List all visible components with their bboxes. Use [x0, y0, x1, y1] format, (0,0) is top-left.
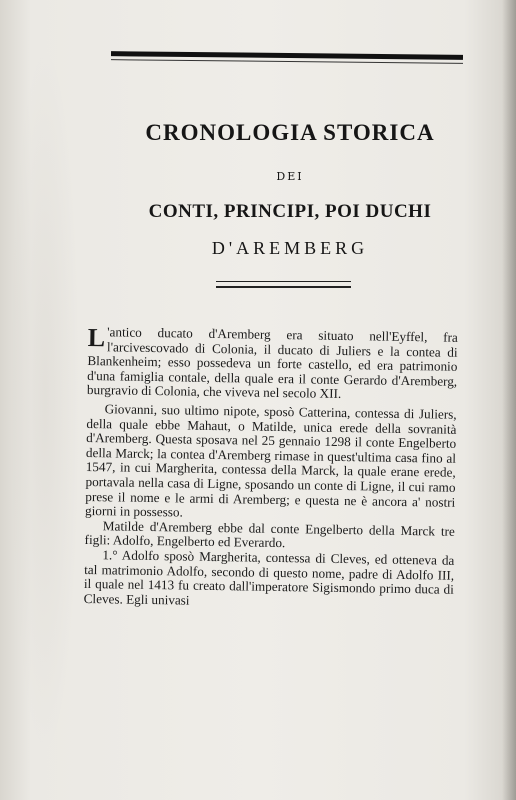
paragraph-1: [87, 325, 458, 404]
header-rule-thick: [111, 51, 463, 60]
paragraph-3: Matilde d'Aremberg ebbe dal conte Engelberto della Marck tre figli: Adolfo, Engelberto ed Everardo.: [84, 517, 455, 551]
paper-stain: [10, 40, 80, 760]
drop-cap: L: [87, 323, 106, 353]
title-line-2: DEI: [276, 170, 304, 183]
body-text: [84, 325, 458, 612]
gutter-shadow: [502, 0, 516, 800]
paragraph-1-text: 'antico ducato d'Aremberg era situato nell'Eyffel, fra l'arcivescovado di Colonia, il ducato di Juliers e la contea di Blankenheim; esso possedeva un forte castello, ed era patrimonio d'una famiglia contale, della quale era il conte Gerardo d'Aremberg, burgravio di Colonia, che viveva nel secolo XII.: [86, 324, 458, 402]
title-line-1: CRONOLOGIA STORICA: [145, 120, 435, 145]
title-rule-thin: [216, 281, 351, 282]
title-line-3: CONTI, PRINCIPI, POI DUCHI: [148, 201, 432, 222]
title-rule-thick: [216, 286, 351, 288]
title-line-4: D'AREMBERG: [211, 238, 369, 258]
paragraph-2: Giovanni, suo ultimo nipote, sposò Catterina, contessa di Juliers, della quale ebbe Mahaut, o Matilde, unica erede della sovranità d'Aremberg. Questa sposava nel 25 gennaio 1298 il conte Engelberto della Marck; la contea d'Aremberg rimase in quest'ultima casa fino al 1547, in cui Margherita, contessa della Marck, la quale erane erede, portavala nella casa di Ligne, sposando un conte di Ligne, il cui ramo prese il nome e le armi di Aremberg; e questa ne è ancora a' nostri giorni in possesso.: [84, 401, 457, 520]
header-rule-thin: [111, 59, 463, 64]
paragraph-4: 1.° Adolfo sposò Margherita, contessa di Cleves, ed otteneva da tal matrimonio Adolfo, secondo di questo nome, padre di Adolfo III, il quale nel 1413 fu creato dall'imperatore Sigismondo primo duca di Cleves. Egli univasi: [83, 547, 455, 608]
